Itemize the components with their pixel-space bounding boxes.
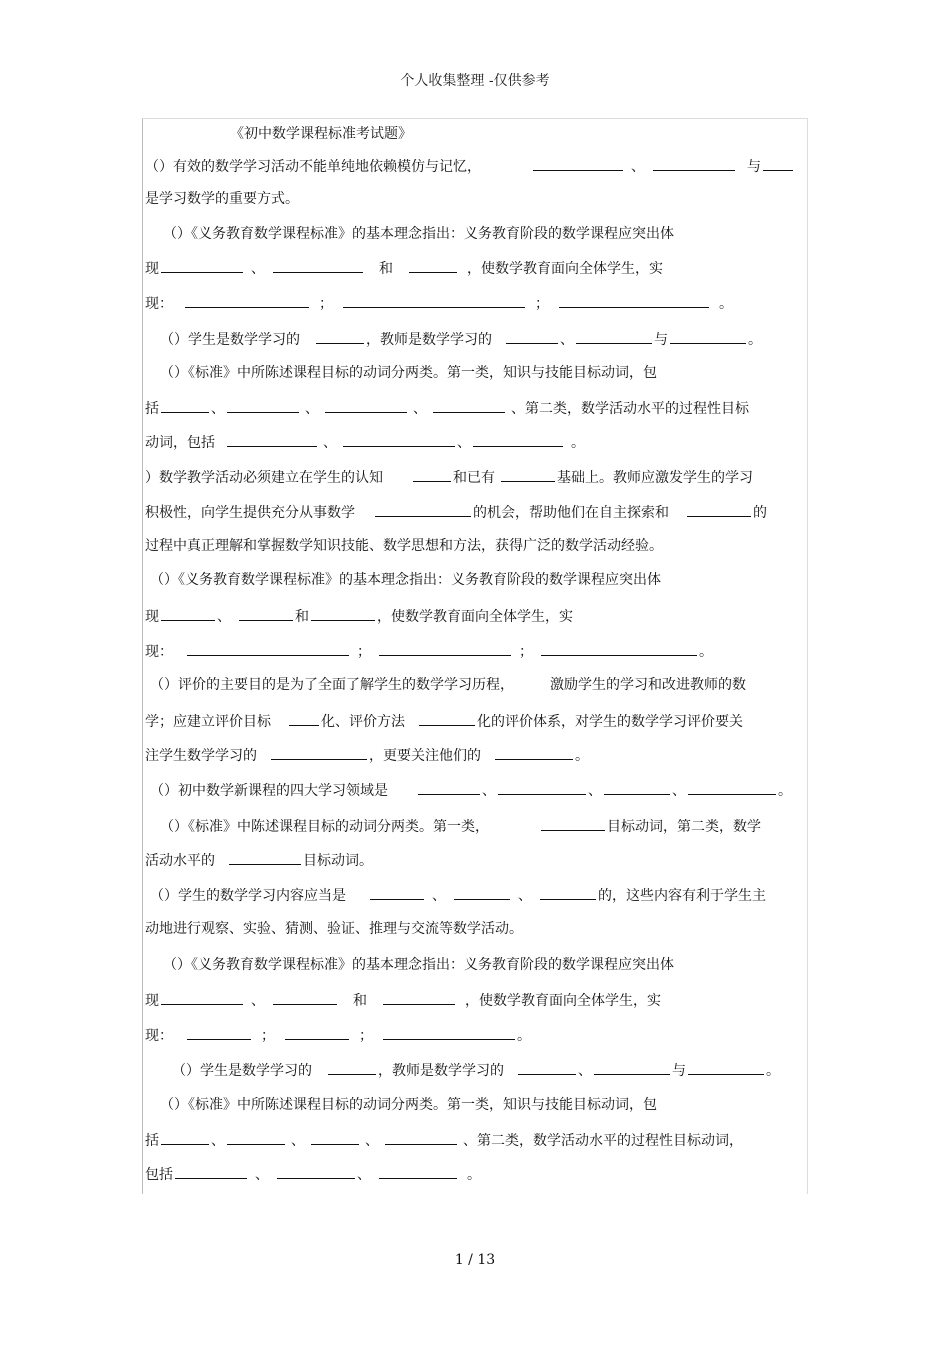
blank[interactable] [576,329,652,344]
document-title: 《初中数学课程标准考试题》 [230,126,412,142]
page-number: 1 / 13 [454,1252,496,1268]
blank[interactable] [473,432,563,447]
blank[interactable] [383,1025,515,1040]
blank[interactable] [187,1025,251,1040]
blank[interactable] [506,329,558,344]
blank[interactable] [239,606,293,621]
blank[interactable] [418,780,480,795]
q13-line1: （）《标准》中所陈述课程目标的动词分两类。第一类，知识与技能目标动词，包 [160,1097,657,1113]
blank[interactable] [311,1130,359,1145]
q9-line2: 活动水平的 目标动词。 [145,850,373,870]
blank[interactable] [559,293,709,308]
q5-line2: 积极性，向学生提供充分从事数学 的机会，帮助他们在自主探索和 的 [145,502,767,522]
q7-line2: 学；应建立评价目标 化、评价方法 化的评价体系，对学生的数学学习评价要关 [145,711,743,731]
q2-line1: （）《义务教育数学课程标准》的基本理念指出：义务教育阶段的数学课程应突出体 [163,226,674,242]
blank[interactable] [161,990,243,1005]
blank[interactable] [271,745,367,760]
blank[interactable] [413,467,451,482]
blank[interactable] [161,258,243,273]
blank[interactable] [343,293,525,308]
blank[interactable] [343,432,455,447]
blank[interactable] [370,885,424,900]
blank[interactable] [688,780,776,795]
page-header: 个人收集整理 -仅供参考 [400,73,550,89]
q13-line2: 括 、 、 、 、第二类，数学活动水平的过程性目标动词， [145,1130,743,1150]
q4-line1: （）《标准》中所陈述课程目标的动词分两类。第一类，知识与技能目标动词，包 [160,365,657,381]
blank[interactable] [594,1060,670,1075]
q5-line3: 过程中真正理解和掌握数学知识技能、数学思想和方法，获得广泛的数学活动经验。 [145,538,663,554]
q4-line3: 动词，包括 、 、 。 [145,432,585,452]
blank[interactable] [316,329,364,344]
q11-line3: 现： ； ； 。 [145,1025,531,1045]
blank[interactable] [540,885,596,900]
blank[interactable] [763,156,793,171]
blank[interactable] [187,641,349,656]
q4-line2: 括 、 、 、 、第二类，数学活动水平的过程性目标 [145,398,749,418]
q12-line1: （）学生是数学学习的 ，教师是数学学习的 、 与 。 [172,1060,780,1080]
q1-line2: 是学习数学的重要方式。 [145,191,299,207]
blank[interactable] [419,711,475,726]
blank[interactable] [273,258,363,273]
q13-line3: 包括 、 、 。 [145,1164,481,1184]
blank[interactable] [498,780,586,795]
blank[interactable] [533,156,623,171]
q10-line2: 动地进行观察、实验、猜测、验证、推理与交流等数学活动。 [145,921,523,937]
blank[interactable] [495,745,573,760]
blank[interactable] [518,1060,576,1075]
q1-line1: （）有效的数学学习活动不能单纯地依赖模仿与记忆， 、 与 [145,156,795,176]
blank[interactable] [433,398,505,413]
blank[interactable] [501,467,555,482]
blank[interactable] [379,1164,457,1179]
q9-line1: （）《标准》中陈述课程目标的动词分两类。第一类， 目标动词，第二类，数学 [160,816,761,836]
q11-line2: 现 、 和 ，使数学教育面向全体学生，实 [145,990,661,1010]
blank[interactable] [687,502,751,517]
q11-line1: （）《义务教育数学课程标准》的基本理念指出：义务教育阶段的数学课程应突出体 [163,957,674,973]
blank[interactable] [541,816,605,831]
blank[interactable] [379,641,511,656]
q6-line3: 现： ； ； 。 [145,641,713,661]
q7-line3: 注学生数学学习的 ，更要关注他们的 。 [145,745,589,765]
blank[interactable] [409,258,457,273]
blank[interactable] [227,1130,285,1145]
blank[interactable] [670,329,746,344]
blank[interactable] [325,398,407,413]
blank[interactable] [161,1130,209,1145]
blank[interactable] [227,398,299,413]
blank[interactable] [375,502,471,517]
blank[interactable] [541,641,697,656]
q6-line2: 现 、 和 ，使数学教育面向全体学生，实 [145,606,573,626]
blank[interactable] [328,1060,376,1075]
blank[interactable] [688,1060,764,1075]
blank[interactable] [161,606,215,621]
q10-line1: （）学生的数学学习内容应当是 、 、 的，这些内容有利于学生主 [150,885,766,905]
blank[interactable] [285,1025,349,1040]
blank[interactable] [175,1164,247,1179]
q8-line1: （）初中数学新课程的四大学习领域是 、 、 、 。 [150,780,792,800]
blank[interactable] [454,885,510,900]
q2-line3: 现： ； ； 。 [145,293,733,313]
blank[interactable] [227,432,317,447]
blank[interactable] [289,711,319,726]
q6-line1: （）《义务教育数学课程标准》的基本理念指出：义务教育阶段的数学课程应突出体 [150,572,661,588]
q7-line1: （）评价的主要目的是为了全面了解学生的数学学习历程， 激励学生的学习和改进教师的数 [150,677,746,693]
blank[interactable] [273,990,337,1005]
blank[interactable] [385,1130,457,1145]
blank[interactable] [383,990,455,1005]
q5-line1: ）数学教学活动必须建立在学生的认知 和已有 基础上。教师应激发学生的学习 [145,467,753,487]
blank[interactable] [311,606,375,621]
blank[interactable] [604,780,670,795]
q2-line2: 现 、 和 ，使数学教育面向全体学生，实 [145,258,663,278]
blank[interactable] [277,1164,355,1179]
q3-line1: （）学生是数学学习的 ，教师是数学学习的 、 与 。 [160,329,762,349]
blank[interactable] [229,850,301,865]
blank[interactable] [653,156,735,171]
blank[interactable] [161,398,209,413]
blank[interactable] [185,293,309,308]
